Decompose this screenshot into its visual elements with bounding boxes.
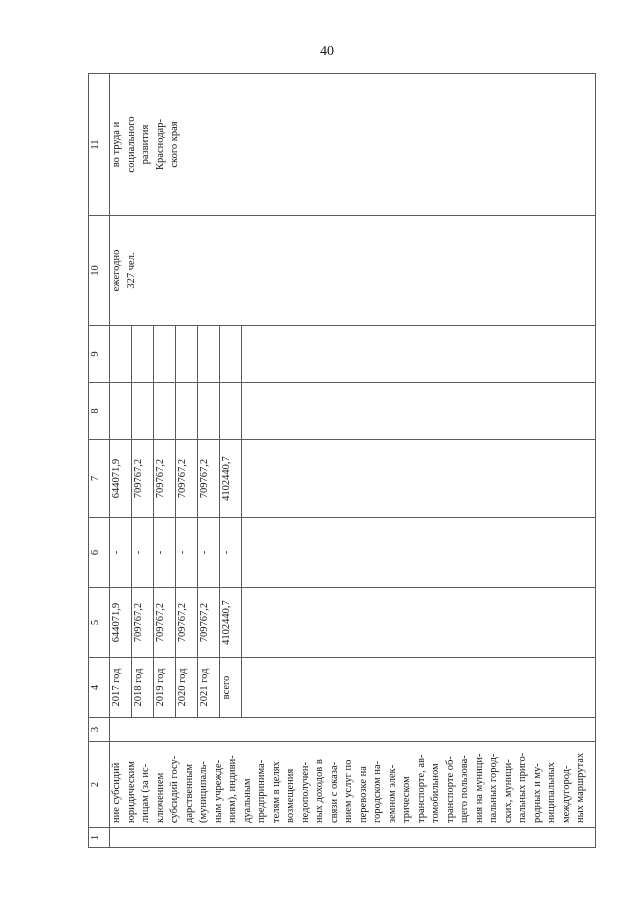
local-cell [198,383,220,440]
col-number-4: 4 [89,658,110,718]
federal-cell: - [110,518,132,588]
total-cell: 4102440,7 [220,588,242,658]
measure-name-cell: ние субсидий юридическим лицам (за ис- ключением субсидий госу- дарственным (муниципаль- ным учрежде- ниям), индиви- дуальным предпринима- телям в целях возмещения недополучен- ных доходов в связи с оказа- нием услуг по перевозке на городском на- земном элек- трическом транспорте, ав- томобильном транспорте об- щего пользова- ния на муници- пальных город- ских, муници- пальных приго- родных и му- ниципальных междугород- ных маршрутах [110,742,596,828]
table-row [110,74,132,848]
local-cell [132,383,154,440]
local-cell [110,383,132,440]
row-index-cell [110,828,596,848]
col-number-1: 1 [89,828,110,848]
col-number-11: 11 [89,74,110,216]
federal-cell: - [198,518,220,588]
total-cell: 709767,2 [154,588,176,658]
year-cell: 2019 год [154,658,176,718]
federal-cell: - [176,518,198,588]
total-cell: 644071,9 [110,588,132,658]
empty-cell [242,440,596,518]
rotated-table-container [88,74,596,848]
col-number-6: 6 [89,518,110,588]
status-cell [110,718,596,742]
year-cell: 2017 год [110,658,132,718]
extra-cell [176,326,198,383]
empty-cell [242,588,596,658]
year-cell: 2020 год [176,658,198,718]
col-number-9: 9 [89,326,110,383]
year-cell: 2018 год [132,658,154,718]
year-cell-total: всего [220,658,242,718]
result-note-cell: ежегодно 327 чел. [110,216,596,326]
program-table-frame [88,74,596,848]
regional-cell: 4102440,7 [220,440,242,518]
year-cell: 2021 год [198,658,220,718]
regional-cell: 709767,2 [198,440,220,518]
column-number-row [89,74,110,848]
regional-cell: 709767,2 [176,440,198,518]
empty-cell [242,326,596,383]
col-number-8: 8 [89,383,110,440]
extra-cell [110,326,132,383]
local-cell [220,383,242,440]
total-cell: 709767,2 [132,588,154,658]
total-cell: 709767,2 [176,588,198,658]
federal-cell: - [220,518,242,588]
extra-cell [198,326,220,383]
federal-cell: - [132,518,154,588]
responsible-cell: во труда и социального развития Краснодар- ского края [110,74,596,216]
program-measures-table [88,73,596,848]
empty-cell [242,383,596,440]
local-cell [154,383,176,440]
empty-cell [242,518,596,588]
col-number-10: 10 [89,216,110,326]
regional-cell: 709767,2 [132,440,154,518]
local-cell [176,383,198,440]
empty-cell [242,658,596,718]
extra-cell [220,326,242,383]
extra-cell [132,326,154,383]
col-number-2: 2 [89,742,110,828]
col-number-7: 7 [89,440,110,518]
regional-cell: 644071,9 [110,440,132,518]
col-number-3: 3 [89,718,110,742]
page-number: 40 [320,44,334,59]
col-number-5: 5 [89,588,110,658]
total-cell: 709767,2 [198,588,220,658]
regional-cell: 709767,2 [154,440,176,518]
federal-cell: - [154,518,176,588]
extra-cell [154,326,176,383]
